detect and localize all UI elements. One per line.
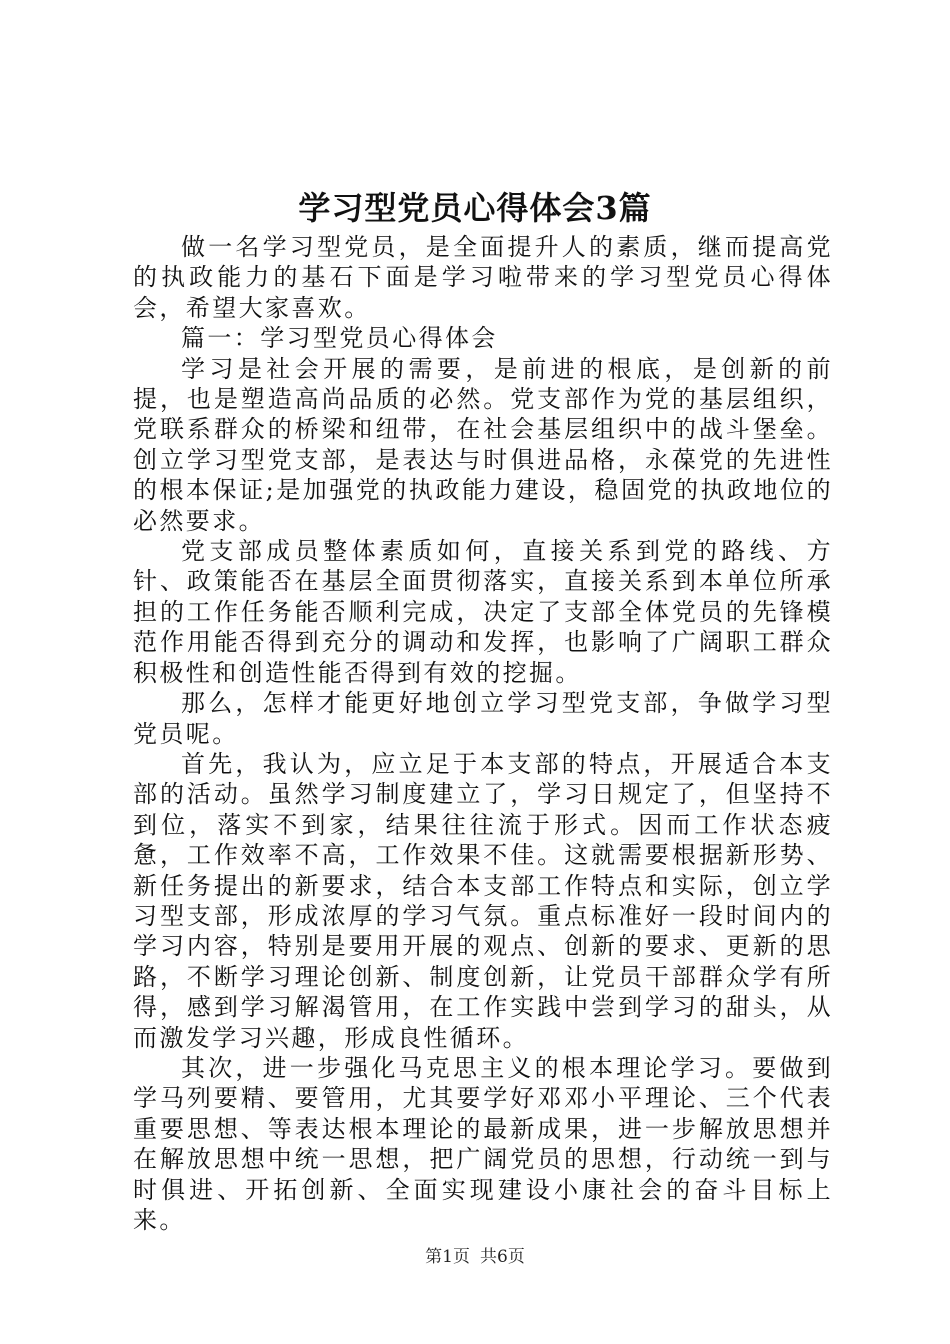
page-number: 第1页 — [425, 1247, 470, 1267]
body-paragraph: 首先，我认为，应立足于本支部的特点，开展适合本支部的活动。虽然学习制度建立了，学习日规定了，但坚持不到位，落实不到家，结果往往流于形式。因而工作状态疲惫，工作效率不高，工作效果不佳。这就需要根据新形势、新任务提出的新要求，结合本支部工作特点和实际，创立学习型支部，形成浓厚的学习气氛。重点标准好一段时间内的学习内容，特别是要用开展的观点、创新的要求、更新的思路，不断学习理论创新、制度创新，让党员干部群众学有所得，感到学习解渴管用，在工作实践中尝到学习的甜头，从而激发学习兴趣，形成良性循环。 — [133, 749, 833, 1052]
intro-paragraph: 做一名学习型党员，是全面提升人的素质，继而提高党的执政能力的基石下面是学习啦带来的学习型党员心得体会，希望大家喜欢。 — [133, 233, 833, 322]
page-total: 共6页 — [480, 1247, 525, 1267]
body-paragraph: 那么，怎样才能更好地创立学习型党支部，争做学习型党员呢。 — [133, 689, 833, 748]
body-paragraph: 其次，进一步强化马克思主义的根本理论学习。要做到学马列要精、要管用，尤其要学好邓邓小平理论、三个代表重要思想、等表达根本理论的最新成果，进一步解放思想并在解放思想中统一思想，把广阔党员的思想，行动统一到与时俱进、开拓创新、全面实现建设小康社会的奋斗目标上来。 — [133, 1053, 833, 1234]
document-body — [133, 232, 833, 1235]
document-title: 学习型党员心得体会3篇 — [298, 189, 652, 227]
body-paragraph: 党支部成员整体素质如何，直接关系到党的路线、方针、政策能否在基层全面贯彻落实，直接关系到本单位所承担的工作任务能否顺利完成，决定了支部全体党员的先锋模范作用能否得到充分的调动和发挥，也影响了广阔职工群众积极性和创造性能否得到有效的挖掘。 — [133, 537, 833, 687]
section-heading: 篇一：学习型党员心得体会 — [181, 324, 498, 353]
body-paragraph: 学习是社会开展的需要，是前进的根底，是创新的前提，也是塑造高尚品质的必然。党支部作为党的基层组织，党联系群众的桥梁和纽带，在社会基层组织中的战斗堡垒。创立学习型党支部，是表达与时俱进品格，永葆党的先进性的根本保证;是加强党的执政能力建设，稳固党的执政地位的必然要求。 — [133, 354, 833, 535]
page-footer — [0, 1246, 950, 1268]
